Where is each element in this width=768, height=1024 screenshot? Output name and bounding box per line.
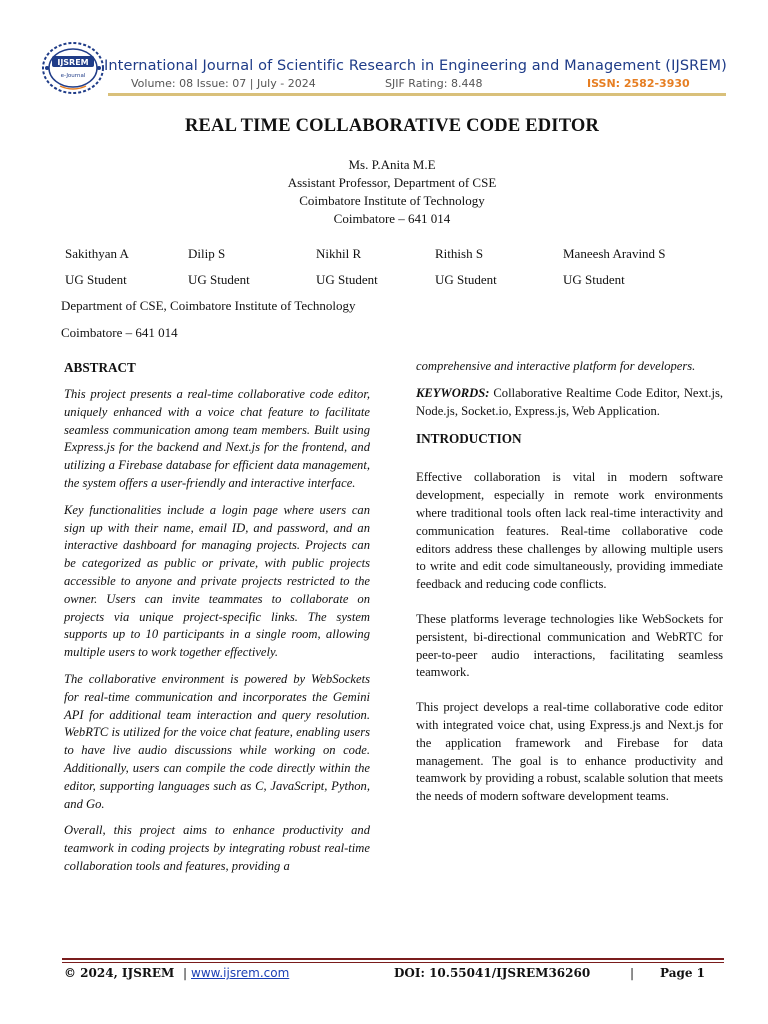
header-divider bbox=[108, 93, 726, 96]
introduction-paragraph: These platforms leverage technologies like WebSockets for persistent, bi-directional communication and WebRTC for peer-to-peer audio interactions, facilitating seamless teamwork. bbox=[416, 611, 723, 680]
right-column bbox=[416, 358, 723, 823]
footer-divider bbox=[62, 958, 724, 960]
footer-separator: | bbox=[183, 966, 188, 980]
abstract-paragraph: Overall, this project aims to enhance productivity and teamwork in coding projects by integrating robust real-time collaboration tools and features, providing a bbox=[64, 823, 370, 873]
keywords-text: Collaborative Realtime Code Editor, Next.js, Node.js, Socket.io, Express.js, Web Application. bbox=[416, 385, 723, 418]
abstract-continuation: comprehensive and interactive platform for developers. bbox=[416, 359, 696, 373]
paper-title: REAL TIME COLLABORATIVE CODE EDITOR bbox=[184, 116, 600, 136]
keywords-label: KEYWORDS: bbox=[416, 385, 490, 400]
author-role: UG Student bbox=[188, 272, 250, 287]
introduction-paragraph: Effective collaboration is vital in modern software development, especially in remote work environments where traditional tools often lack real-time interactivity and communication features. Real-time collaborative code editors address these challenges by allowing multiple users to write and edit code simultaneously, providing immediate feedback and reducing code conflicts. bbox=[416, 470, 723, 592]
footer-separator: | bbox=[630, 966, 635, 980]
journal-name: International Journal of Scientific Research in Engineering and Management (IJSREM) bbox=[104, 58, 727, 74]
author-name: Nikhil R bbox=[316, 246, 362, 261]
abstract-heading: ABSTRACT bbox=[64, 360, 136, 375]
abstract-section bbox=[64, 358, 370, 885]
abstract-paragraph: The collaborative environment is powered by WebSockets for real-time communication and incorporates the Gemini API for additional team interaction and query resolution. WebRTC is utilized for the voice chat feature, enabling users to have live audio discussions while working on code. Additionally, users can compile the code directly within the editor, supporting languages such as C, JavaScript, Python, and Go. bbox=[64, 671, 370, 811]
footer-divider-thin bbox=[62, 962, 724, 963]
footer-copyright: © 2024, IJSREM bbox=[64, 966, 175, 980]
author-name: Rithish S bbox=[435, 246, 484, 261]
volume-info: Volume: 08 Issue: 07 | July - 2024 bbox=[131, 77, 316, 90]
author-name: Sakithyan A bbox=[65, 246, 129, 261]
page-number: Page 1 bbox=[660, 966, 706, 980]
author-name: Dilip S bbox=[188, 246, 226, 261]
logo-text: IJSREM bbox=[57, 58, 89, 67]
issn: ISSN: 2582-3930 bbox=[587, 77, 690, 90]
supervisor-role: Assistant Professor, Department of CSE bbox=[287, 175, 497, 190]
introduction-heading: INTRODUCTION bbox=[416, 431, 522, 447]
keywords bbox=[416, 385, 723, 421]
introduction-paragraph: This project develops a real-time collaborative code editor with integrated voice chat, using Express.js and Next.js for the application framework and Firebase for data management. The goal is to enhance productivity and teamwork by providing a robust, scalable solution that meets the needs of modern software development teams. bbox=[416, 700, 723, 804]
footer-doi: DOI: 10.55041/IJSREM36260 bbox=[394, 966, 591, 980]
supervisor-location: Coimbatore – 641 014 bbox=[333, 211, 451, 226]
supervisor-institution: Coimbatore Institute of Technology bbox=[299, 193, 485, 208]
author-role: UG Student bbox=[65, 272, 127, 287]
author-role: UG Student bbox=[316, 272, 378, 287]
supervisor-name: Ms. P.Anita M.E bbox=[348, 157, 436, 172]
abstract-paragraph: Key functionalities include a login page where users can sign up with their name, email ID, and password, and an interactive dashboard for managing projects. Projects can be categorized as public or private, with public projects accessible to anyone and private projects restricted to the owner. Users can invite teammates to collaborate on projects via unique project-specific links. The system supports up to 10 participants in a single room, allowing multiple users to work together effectively. bbox=[64, 502, 370, 660]
sjif-rating: SJIF Rating: 8.448 bbox=[385, 77, 483, 90]
author-name: Maneesh Aravind S bbox=[563, 246, 666, 261]
author-role: UG Student bbox=[563, 272, 625, 287]
abstract-paragraph: This project presents a real-time collaborative code editor, uniquely enhanced with a voice chat feature to facilitate seamless communication among team members. Built using Express.js for the backend and Next.js for the frontend, and utilizing a Firebase database for efficient data management, the system offers a user-friendly and interactive interface. bbox=[64, 387, 370, 490]
logo-subtext: e-Journal bbox=[60, 73, 86, 79]
affiliation-city: Coimbatore – 641 014 bbox=[61, 325, 178, 340]
affiliation: Department of CSE, Coimbatore Institute of Technology bbox=[61, 298, 356, 313]
journal-logo bbox=[40, 40, 106, 96]
website-link[interactable]: www.ijsrem.com bbox=[191, 966, 290, 980]
author-role: UG Student bbox=[435, 272, 497, 287]
